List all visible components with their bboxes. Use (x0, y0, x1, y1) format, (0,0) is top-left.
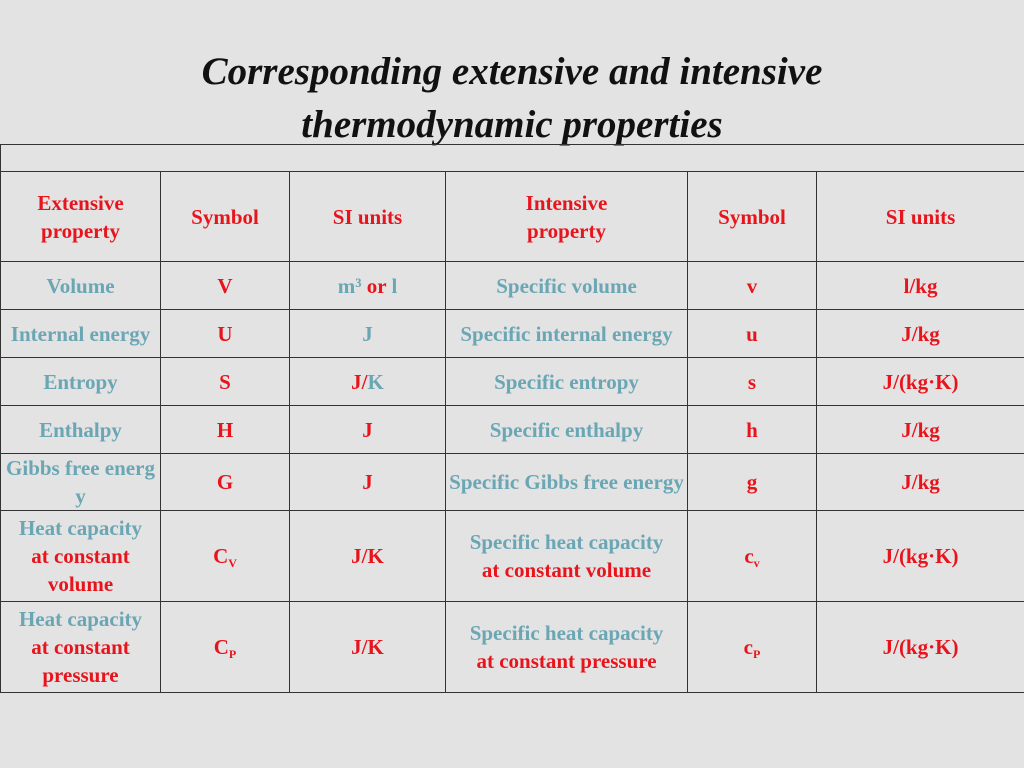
unit-cell: J/K (290, 511, 446, 602)
header-si-units: SI units (290, 172, 446, 262)
symbol-main: c (743, 635, 753, 659)
extensive-cell (1, 602, 161, 693)
symbol-subscript: V (228, 556, 237, 570)
table-row (1, 406, 1024, 454)
extensive-cell: Entropy (1, 358, 161, 406)
intensive-symbol-cell: u (688, 310, 817, 358)
extensive-cell: Internal energy (1, 310, 161, 358)
symbol-cell (161, 511, 290, 602)
extensive-line: Heat capacity (18, 516, 143, 540)
unit-cell (290, 358, 446, 406)
header-intensive-property (446, 172, 688, 262)
extensive-line: at constant (31, 635, 130, 659)
title-line-1: Corresponding extensive and intensive (201, 50, 823, 93)
extensive-cell: Volume (1, 262, 161, 310)
table-row (1, 511, 1024, 602)
intensive-unit-cell: J/(kg·K) (817, 511, 1024, 602)
intensive-cell: Specific enthalpy (446, 406, 688, 454)
intensive-cell: Specific volume (446, 262, 688, 310)
symbol-cell: G (161, 454, 290, 511)
symbol-cell (161, 602, 290, 693)
intensive-cell: Specific entropy (446, 358, 688, 406)
unit-part: or (361, 273, 392, 298)
intensive-symbol-cell (688, 511, 817, 602)
table-header-row (1, 172, 1024, 262)
symbol-subscript: v (753, 556, 760, 570)
intensive-symbol-cell: v (688, 262, 817, 310)
table-row (1, 602, 1024, 693)
intensive-symbol-cell: s (688, 358, 817, 406)
intensive-unit-cell: l/kg (817, 262, 1024, 310)
symbol-subscript: P (752, 647, 761, 661)
properties-table (0, 144, 1024, 693)
extensive-cell: Enthalpy (1, 406, 161, 454)
symbol-main: c (744, 544, 754, 568)
intensive-cell: Specific internal energy (446, 310, 688, 358)
intensive-unit-cell: J/kg (817, 454, 1024, 511)
unit-cell (290, 262, 446, 310)
extensive-line: volume (47, 572, 114, 596)
header-si-units-intensive: SI units (817, 172, 1024, 262)
table-row (1, 454, 1024, 511)
header-text: Extensive (37, 190, 124, 215)
spacer-cell (1, 145, 1024, 172)
intensive-line: at constant volume (481, 558, 652, 582)
title-line-2: thermodynamic properties (301, 103, 723, 146)
unit-cell: J/K (290, 602, 446, 693)
unit-cell: J (290, 310, 446, 358)
unit-part: J/ (351, 369, 368, 394)
intensive-unit-cell: J/(kg·K) (817, 602, 1024, 693)
slide-title (0, 45, 1024, 151)
intensive-unit-cell: J/kg (817, 406, 1024, 454)
intensive-cell (446, 602, 688, 693)
header-text: property (527, 218, 606, 243)
extensive-line: pressure (42, 663, 119, 687)
header-symbol: Symbol (161, 172, 290, 262)
table-row (1, 358, 1024, 406)
unit-cell: J (290, 406, 446, 454)
symbol-subscript: P (228, 647, 237, 661)
header-text: Intensive (525, 190, 608, 215)
extensive-cell: Gibbs free energy (1, 454, 161, 511)
intensive-symbol-cell: g (688, 454, 817, 511)
unit-cell: J (290, 454, 446, 511)
header-symbol-intensive: Symbol (688, 172, 817, 262)
table-spacer-row (1, 145, 1024, 172)
unit-part: l (391, 273, 398, 298)
table-row (1, 310, 1024, 358)
intensive-cell (446, 511, 688, 602)
intensive-unit-cell: J/kg (817, 310, 1024, 358)
symbol-cell: V (161, 262, 290, 310)
symbol-cell: H (161, 406, 290, 454)
intensive-line: at constant pressure (476, 649, 657, 673)
extensive-cell (1, 511, 161, 602)
intensive-symbol-cell (688, 602, 817, 693)
intensive-line: Specific heat capacity (469, 621, 664, 645)
intensive-cell: Specific Gibbs free energy (446, 454, 688, 511)
symbol-main: C (213, 635, 229, 659)
header-text: property (41, 218, 120, 243)
intensive-symbol-cell: h (688, 406, 817, 454)
symbol-cell: S (161, 358, 290, 406)
symbol-cell: U (161, 310, 290, 358)
header-extensive-property (1, 172, 161, 262)
extensive-line: at constant (31, 544, 130, 568)
intensive-unit-cell: J/(kg·K) (817, 358, 1024, 406)
unit-part: m³ (337, 273, 362, 298)
symbol-main: C (213, 544, 229, 568)
unit-part: K (367, 369, 384, 394)
table-row (1, 262, 1024, 310)
intensive-line: Specific heat capacity (469, 530, 664, 554)
extensive-line: Heat capacity (18, 607, 143, 631)
